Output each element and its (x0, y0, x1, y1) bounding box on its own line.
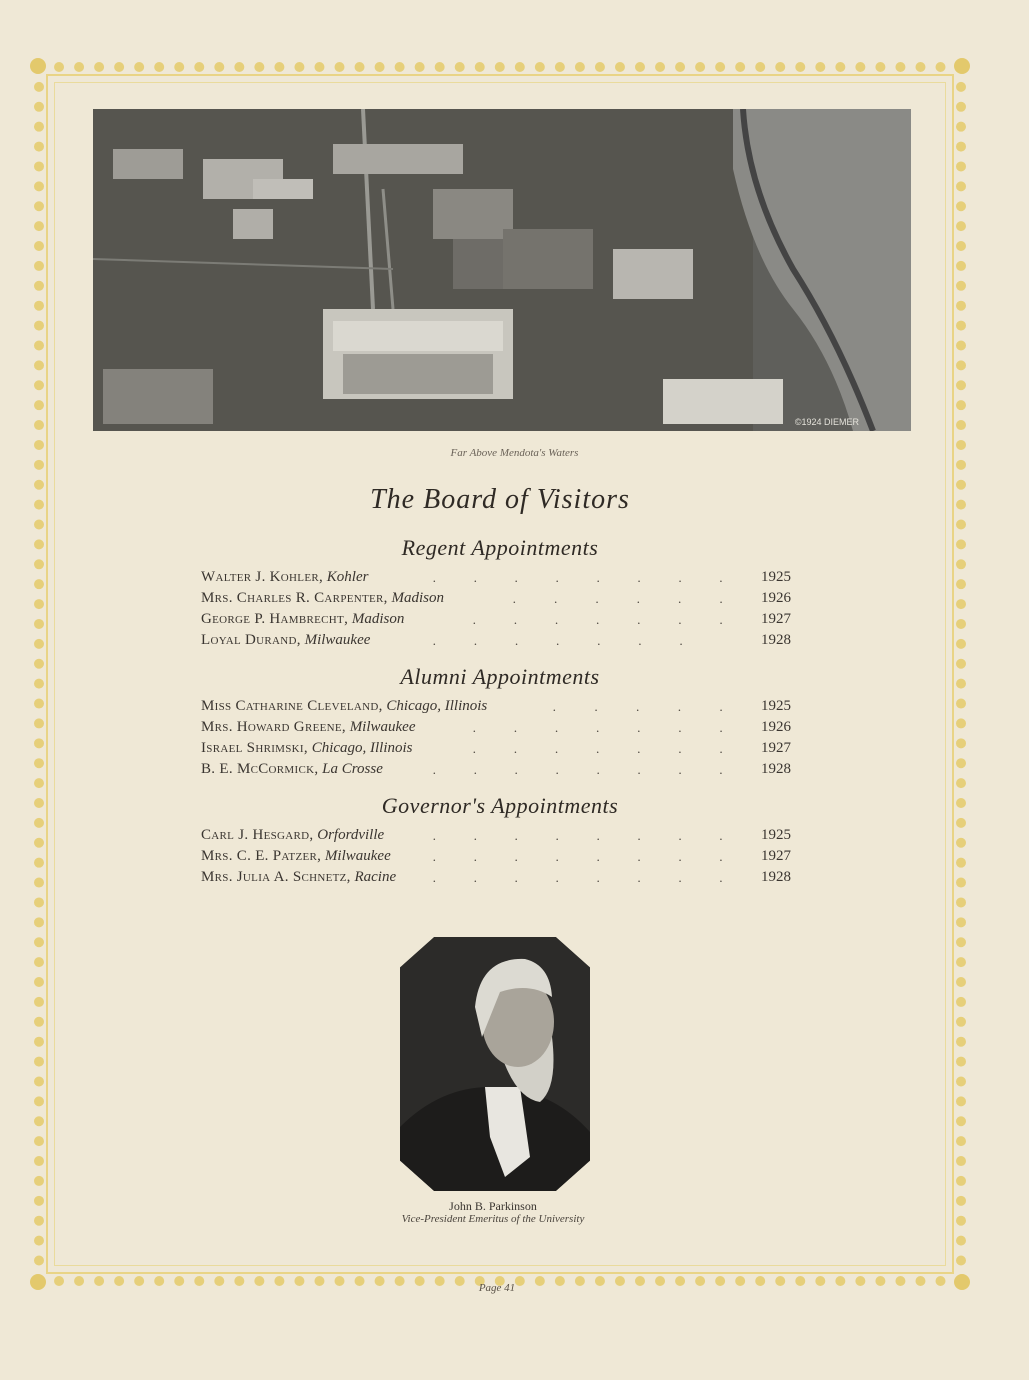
member-year: 1926 (761, 719, 791, 735)
dot-leader: . . . . . . . (473, 612, 723, 627)
member-year: 1927 (761, 848, 791, 864)
portrait-title: Vice-President Emeritus of the University (401, 1213, 585, 1225)
portrait-name: John B. Parkinson (449, 1199, 537, 1213)
dot-leader: . . . . . . . . (433, 870, 723, 885)
member-year: 1925 (761, 827, 791, 843)
section-heading-alumni: Alumni Appointments (400, 664, 600, 689)
dot-leader: . . . . . . . (473, 741, 723, 756)
member-year: 1927 (761, 611, 791, 627)
section-heading-governor: Governor's Appointments (381, 793, 619, 818)
corner-ornament (30, 58, 46, 74)
member-place: Kohler (326, 569, 369, 585)
member-year: 1925 (761, 569, 791, 585)
member-year: 1928 (761, 632, 791, 648)
dot-leader: . . . . . . (513, 591, 723, 606)
member-place: Milwaukee (349, 719, 416, 735)
dot-leader: . . . . . . . (433, 633, 683, 648)
page-number: Page 41 (478, 1282, 516, 1294)
regent-appointments-list (201, 567, 793, 651)
list-item (201, 630, 793, 651)
portrait-photo (400, 937, 590, 1191)
member-year: 1927 (761, 740, 791, 756)
photo-caption: Far Above Mendota's Waters (450, 447, 579, 459)
aerial-campus-photo (93, 109, 911, 431)
member-name: Mrs. Julia A. Schnetz, (201, 869, 351, 885)
member-name: Carl J. Hesgard, (201, 827, 314, 843)
member-place: Madison (351, 611, 405, 627)
dot-leader: . . . . . . . . (433, 570, 723, 585)
dot-leader: . . . . . . . . (433, 849, 723, 864)
member-place: Madison (391, 590, 444, 606)
list-item (201, 696, 793, 717)
member-place: La Crosse (322, 761, 383, 777)
list-item (201, 717, 793, 738)
section-heading-regent: Regent Appointments (401, 535, 599, 560)
corner-ornament (954, 58, 970, 74)
list-item (201, 846, 793, 867)
list-item (201, 738, 793, 759)
member-name: Loyal Durand, (201, 632, 301, 648)
member-year: 1926 (761, 590, 791, 606)
alumni-appointments-list (201, 696, 793, 780)
member-name: Miss Catharine Cleveland, (201, 698, 383, 714)
list-item (201, 867, 793, 888)
member-name: Mrs. Charles R. Carpenter, (201, 590, 388, 606)
member-place: Milwaukee (304, 632, 371, 648)
list-item (201, 759, 793, 780)
member-name: Mrs. Howard Greene, (201, 719, 346, 735)
member-year: 1928 (761, 869, 791, 885)
member-year: 1925 (761, 698, 791, 714)
list-item (201, 609, 793, 630)
dot-leader: . . . . . (553, 699, 723, 714)
photo-credit: ©1924 DIEMER (794, 417, 859, 427)
dot-leader: . . . . . . . (473, 720, 723, 735)
page-title: The Board of Visitors (370, 484, 630, 515)
governor-appointments-list (201, 825, 793, 888)
list-item (201, 825, 793, 846)
member-name: B. E. McCormick, (201, 761, 319, 777)
list-item (201, 567, 793, 588)
member-place: Racine (354, 869, 397, 885)
list-item (201, 588, 793, 609)
member-place: Milwaukee (324, 848, 391, 864)
member-year: 1928 (761, 761, 791, 777)
member-name: Mrs. C. E. Patzer, (201, 848, 322, 864)
member-name: George P. Hambrecht, (201, 611, 349, 627)
member-name: Walter J. Kohler, (201, 569, 324, 585)
member-place: Orfordville (317, 827, 385, 843)
member-place: Chicago, Illinois (311, 740, 413, 756)
member-place: Chicago, Illinois (386, 698, 488, 714)
dot-leader: . . . . . . . . (433, 828, 723, 843)
member-name: Israel Shrimski, (201, 740, 308, 756)
dot-leader: . . . . . . . . (433, 762, 723, 777)
